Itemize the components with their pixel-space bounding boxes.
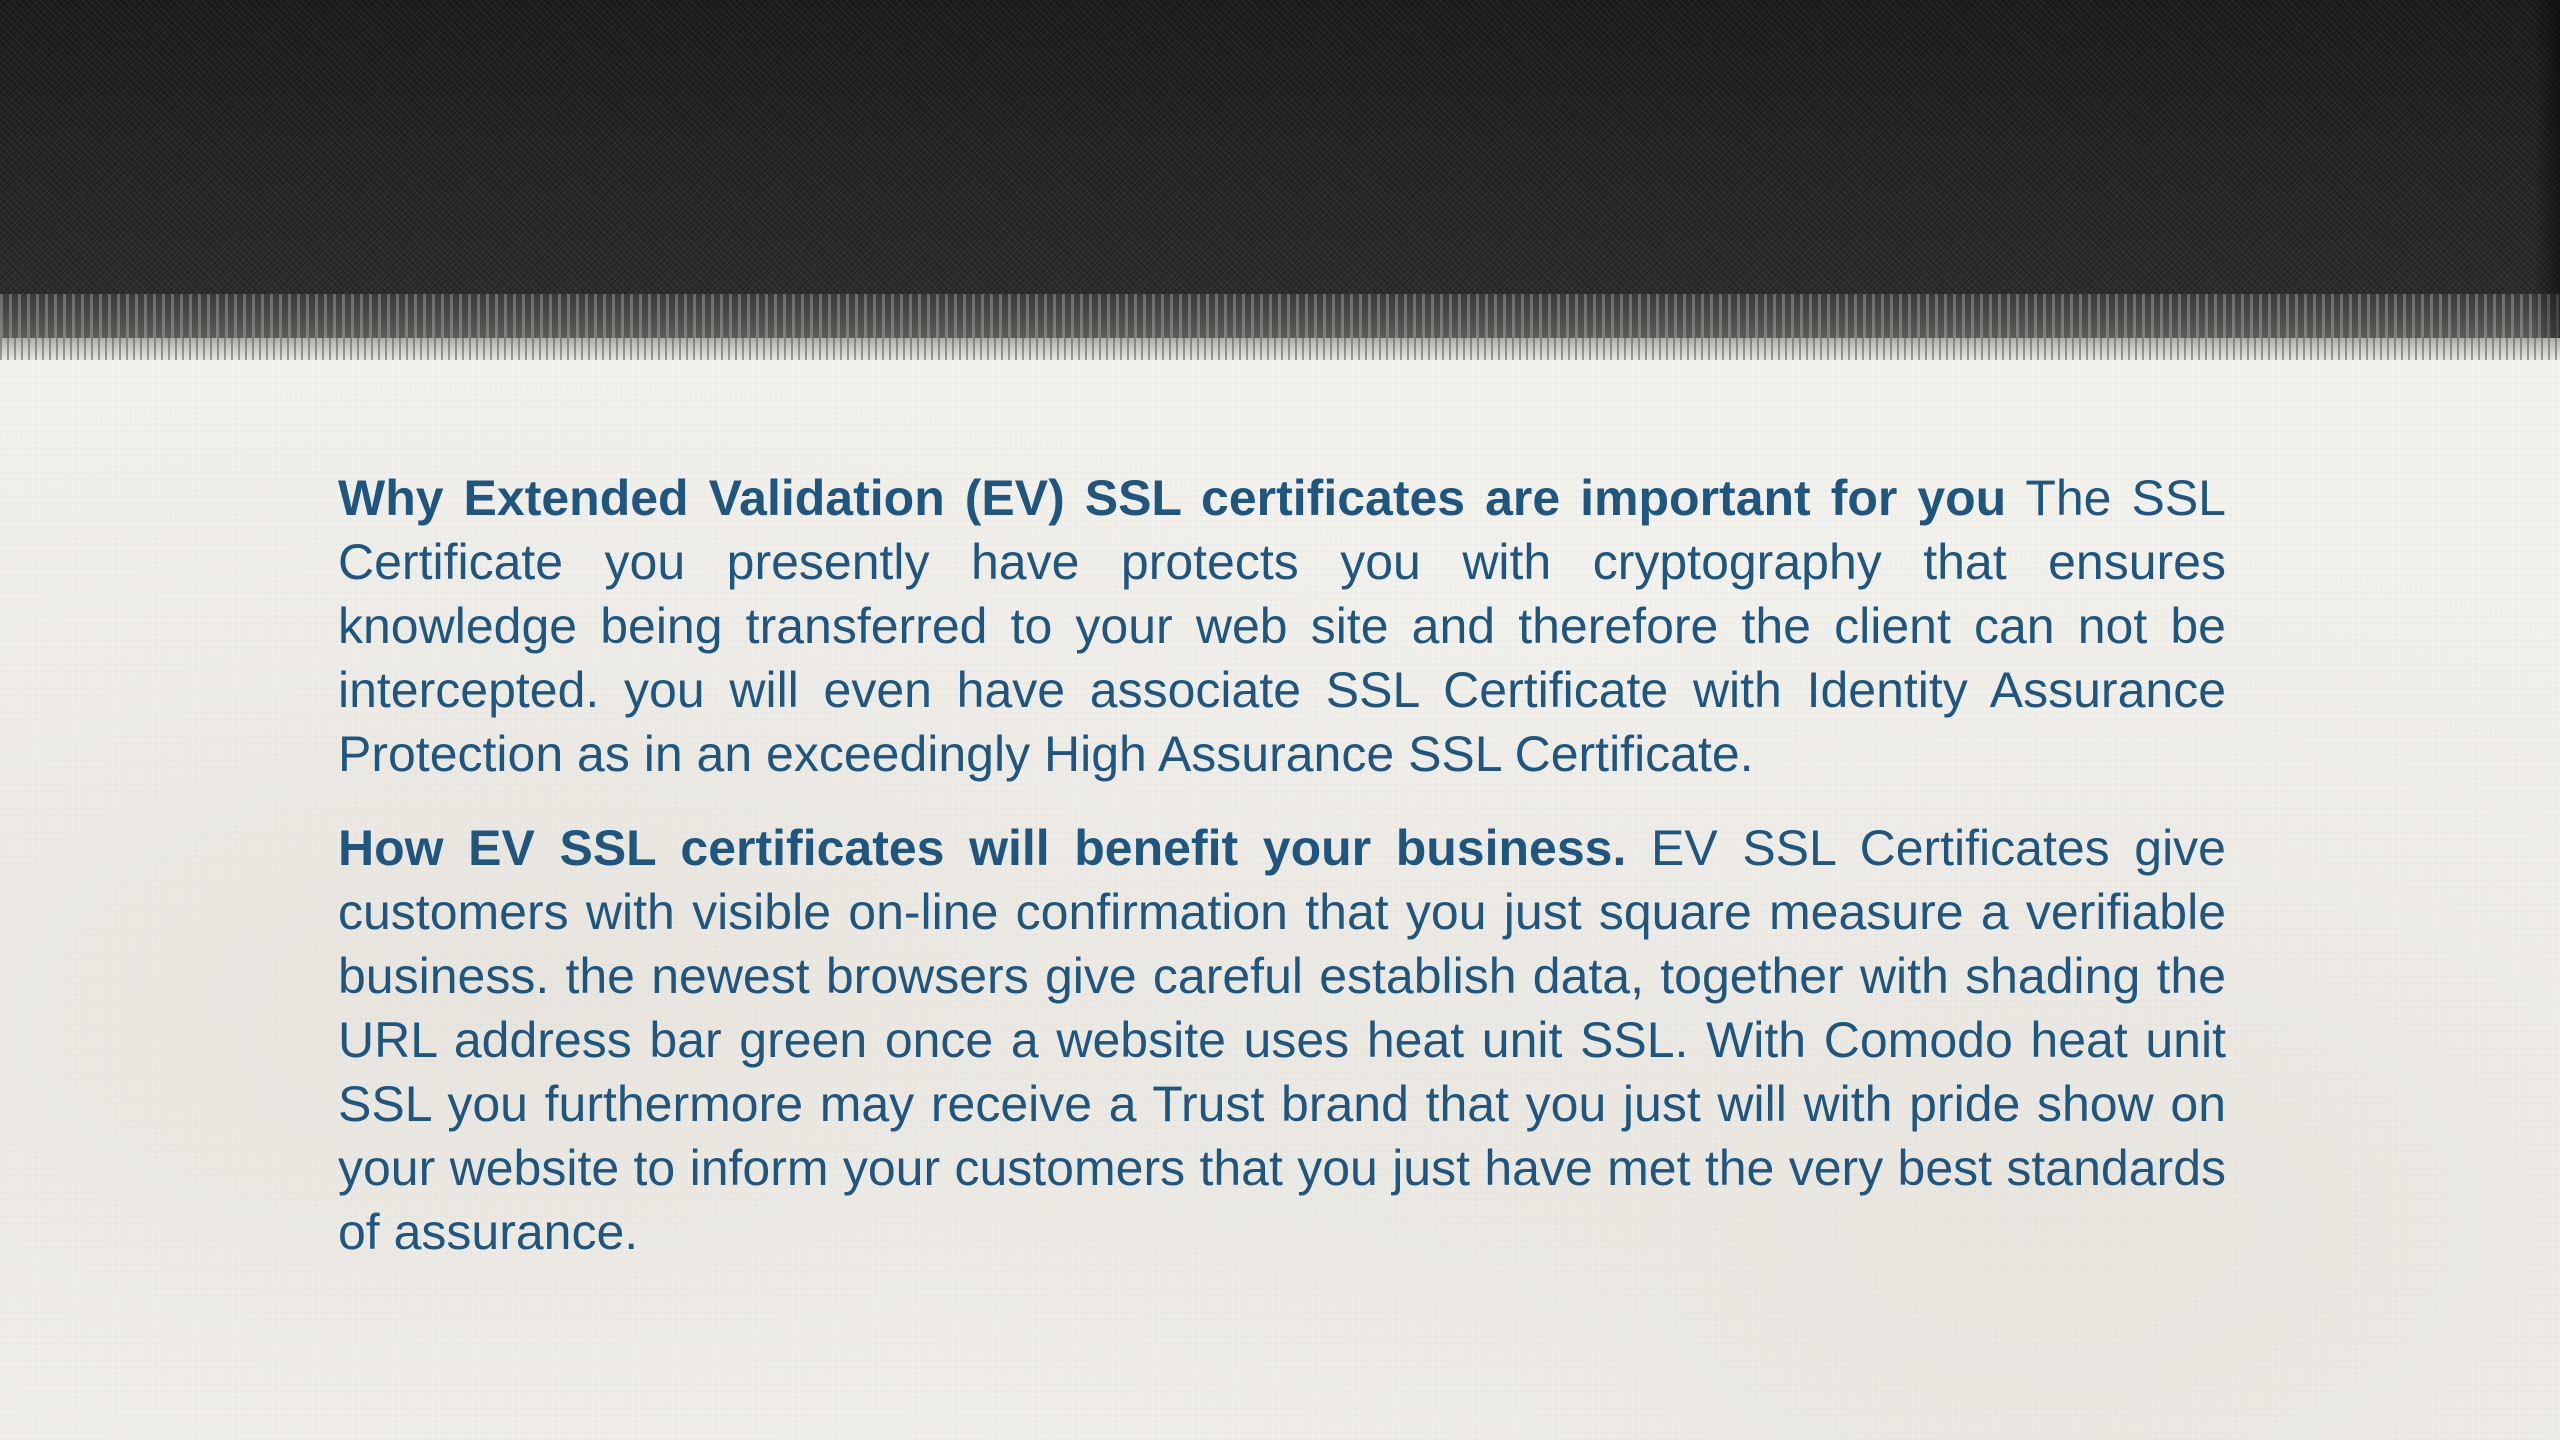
header-fray-edge (0, 338, 2560, 360)
paragraph-body: EV SSL Certificates give customers with visible on-line confirmation that you just square measure a verifiable business. the newest browsers give careful establish data, together with shading the URL address bar green once a website uses heat unit SSL. With Comodo heat unit SSL you furthermore may receive a Trust brand that you just will with pride show on your website to inform your customers that you just have met the very best standards of assurance. (338, 820, 2226, 1260)
header-edge-shadow (2534, 0, 2560, 338)
header-stitch-border (0, 294, 2560, 338)
paragraph-body: The SSL Certificate you presently have protects you with cryptography that ensures knowledge being transferred to your web site and therefore the client can not be intercepted. you will even have associate SSL Certificate with Identity Assurance Protection as in an exceedingly High Assurance SSL Certificate. (338, 470, 2226, 782)
text-body (338, 466, 2226, 1294)
paragraph-why-ev-ssl (338, 466, 2226, 786)
paragraph-heading: Why Extended Validation (EV) SSL certificates are important for you (338, 470, 2007, 526)
paragraph-ev-benefits (338, 816, 2226, 1264)
paragraph-heading: How EV SSL certificates will benefit your business. (338, 820, 1627, 876)
header-band (0, 0, 2560, 294)
